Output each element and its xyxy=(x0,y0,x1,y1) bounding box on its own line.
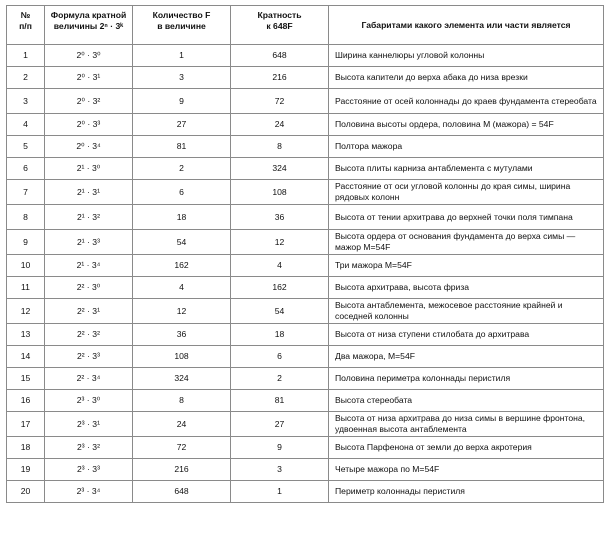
table-row xyxy=(7,45,604,67)
header-count xyxy=(133,6,231,45)
cell-desc: Три мажора M=54F xyxy=(329,255,604,277)
cell-desc: Высота архитрава, высота фриза xyxy=(329,277,604,299)
table-row xyxy=(7,324,604,346)
cell-mult: 54 xyxy=(231,299,329,324)
header-mult-line2: к 648F xyxy=(266,21,293,31)
cell-desc: Высота от низа ступени стилобата до архитрава xyxy=(329,324,604,346)
cell-count: 162 xyxy=(133,255,231,277)
cell-mult: 18 xyxy=(231,324,329,346)
table-header-row xyxy=(7,6,604,45)
cell-count: 9 xyxy=(133,89,231,114)
cell-count: 648 xyxy=(133,481,231,503)
cell-num: 10 xyxy=(7,255,45,277)
cell-num: 11 xyxy=(7,277,45,299)
cell-num: 9 xyxy=(7,230,45,255)
cell-count: 24 xyxy=(133,412,231,437)
cell-num: 14 xyxy=(7,346,45,368)
table-row xyxy=(7,180,604,205)
cell-count: 108 xyxy=(133,346,231,368)
cell-mult: 324 xyxy=(231,158,329,180)
cell-mult: 72 xyxy=(231,89,329,114)
header-desc-text: Габаритами какого элемента или части является xyxy=(361,19,571,30)
cell-formula: 2⁰ · 3⁰ xyxy=(45,45,133,67)
cell-formula: 2³ · 3² xyxy=(45,437,133,459)
table-row xyxy=(7,158,604,180)
cell-count: 36 xyxy=(133,324,231,346)
cell-mult: 27 xyxy=(231,412,329,437)
header-formula-line1: Формула кратной xyxy=(50,10,127,20)
cell-num: 20 xyxy=(7,481,45,503)
table-row xyxy=(7,299,604,324)
table-row xyxy=(7,368,604,390)
cell-count: 12 xyxy=(133,299,231,324)
cell-mult: 24 xyxy=(231,114,329,136)
cell-count: 2 xyxy=(133,158,231,180)
cell-num: 3 xyxy=(7,89,45,114)
table-row xyxy=(7,89,604,114)
cell-mult: 6 xyxy=(231,346,329,368)
cell-num: 17 xyxy=(7,412,45,437)
cell-formula: 2⁰ · 3¹ xyxy=(45,67,133,89)
cell-formula: 2³ · 3³ xyxy=(45,459,133,481)
table-row xyxy=(7,205,604,230)
cell-formula: 2² · 3³ xyxy=(45,346,133,368)
cell-mult: 162 xyxy=(231,277,329,299)
cell-mult: 4 xyxy=(231,255,329,277)
cell-mult: 108 xyxy=(231,180,329,205)
cell-mult: 2 xyxy=(231,368,329,390)
cell-count: 324 xyxy=(133,368,231,390)
header-mult xyxy=(231,6,329,45)
cell-formula: 2³ · 3⁰ xyxy=(45,390,133,412)
cell-num: 1 xyxy=(7,45,45,67)
cell-count: 6 xyxy=(133,180,231,205)
cell-formula: 2² · 3¹ xyxy=(45,299,133,324)
cell-count: 27 xyxy=(133,114,231,136)
cell-num: 4 xyxy=(7,114,45,136)
cell-formula: 2⁰ · 3⁴ xyxy=(45,136,133,158)
header-count-line2: в величине xyxy=(157,21,206,31)
cell-mult: 36 xyxy=(231,205,329,230)
cell-num: 16 xyxy=(7,390,45,412)
cell-num: 13 xyxy=(7,324,45,346)
cell-mult: 12 xyxy=(231,230,329,255)
table-row xyxy=(7,255,604,277)
cell-desc: Высота от тении архитрава до верхней точки поля тимпана xyxy=(329,205,604,230)
header-count-line1: Количество F xyxy=(152,10,211,20)
cell-formula: 2⁰ · 3³ xyxy=(45,114,133,136)
cell-num: 18 xyxy=(7,437,45,459)
cell-desc: Высота капители до верха абака до низа врезки xyxy=(329,67,604,89)
cell-desc: Ширина каннелюры угловой колонны xyxy=(329,45,604,67)
cell-num: 19 xyxy=(7,459,45,481)
cell-mult: 81 xyxy=(231,390,329,412)
cell-count: 72 xyxy=(133,437,231,459)
table-row xyxy=(7,67,604,89)
cell-desc: Высота от низа архитрава до низа симы в вершине фронтона, удвоенная высота антаблемента xyxy=(329,412,604,437)
cell-formula: 2³ · 3⁴ xyxy=(45,481,133,503)
table-row xyxy=(7,481,604,503)
cell-formula: 2² · 3⁰ xyxy=(45,277,133,299)
cell-desc: Высота стереобата xyxy=(329,390,604,412)
cell-formula: 2² · 3⁴ xyxy=(45,368,133,390)
cell-desc: Расстояние от оси угловой колонны до края симы, ширина рядовых колонн xyxy=(329,180,604,205)
table-row xyxy=(7,459,604,481)
header-formula xyxy=(45,6,133,45)
header-num-line1: № xyxy=(20,10,31,20)
cell-num: 2 xyxy=(7,67,45,89)
cell-num: 7 xyxy=(7,180,45,205)
cell-mult: 1 xyxy=(231,481,329,503)
cell-formula: 2¹ · 3⁰ xyxy=(45,158,133,180)
cell-count: 216 xyxy=(133,459,231,481)
header-mult-line1: Кратность xyxy=(257,10,302,20)
cell-mult: 648 xyxy=(231,45,329,67)
header-desc xyxy=(329,6,604,45)
cell-count: 8 xyxy=(133,390,231,412)
cell-num: 8 xyxy=(7,205,45,230)
table-row xyxy=(7,412,604,437)
cell-count: 81 xyxy=(133,136,231,158)
cell-desc: Полтора мажора xyxy=(329,136,604,158)
cell-desc: Половина периметра колоннады перистиля xyxy=(329,368,604,390)
cell-formula: 2¹ · 3⁴ xyxy=(45,255,133,277)
cell-formula: 2⁰ · 3² xyxy=(45,89,133,114)
table-row xyxy=(7,346,604,368)
cell-formula: 2¹ · 3² xyxy=(45,205,133,230)
table-row xyxy=(7,437,604,459)
table-row xyxy=(7,277,604,299)
table-row xyxy=(7,136,604,158)
header-formula-line2: величины 2ⁿ · 3ᵏ xyxy=(53,21,124,31)
cell-num: 5 xyxy=(7,136,45,158)
cell-formula: 2¹ · 3³ xyxy=(45,230,133,255)
cell-num: 6 xyxy=(7,158,45,180)
cell-mult: 9 xyxy=(231,437,329,459)
cell-mult: 8 xyxy=(231,136,329,158)
table-body xyxy=(7,45,604,503)
cell-formula: 2³ · 3¹ xyxy=(45,412,133,437)
cell-desc: Высота Парфенона от земли до верха акротерия xyxy=(329,437,604,459)
table-row xyxy=(7,390,604,412)
modules-table xyxy=(6,5,604,503)
cell-formula: 2² · 3² xyxy=(45,324,133,346)
cell-count: 3 xyxy=(133,67,231,89)
cell-num: 15 xyxy=(7,368,45,390)
cell-count: 1 xyxy=(133,45,231,67)
cell-mult: 216 xyxy=(231,67,329,89)
cell-desc: Половина высоты ордера, половина M (мажора) = 54F xyxy=(329,114,604,136)
cell-desc: Высота антаблемента, межосевое расстояние крайней и соседней колонны xyxy=(329,299,604,324)
cell-desc: Высота ордера от основания фундамента до верха симы — мажор M=54F xyxy=(329,230,604,255)
cell-num: 12 xyxy=(7,299,45,324)
cell-count: 18 xyxy=(133,205,231,230)
cell-desc: Высота плиты карниза антаблемента с мутулами xyxy=(329,158,604,180)
cell-count: 54 xyxy=(133,230,231,255)
header-num-line2: п/п xyxy=(19,21,32,31)
cell-count: 4 xyxy=(133,277,231,299)
cell-desc: Расстояние от осей колоннады до краев фундамента стереобата xyxy=(329,89,604,114)
cell-desc: Периметр колоннады перистиля xyxy=(329,481,604,503)
cell-formula: 2¹ · 3¹ xyxy=(45,180,133,205)
cell-desc: Два мажора, M=54F xyxy=(329,346,604,368)
cell-mult: 3 xyxy=(231,459,329,481)
table-row xyxy=(7,114,604,136)
table-row xyxy=(7,230,604,255)
cell-desc: Четыре мажора по M=54F xyxy=(329,459,604,481)
header-num xyxy=(7,6,45,45)
